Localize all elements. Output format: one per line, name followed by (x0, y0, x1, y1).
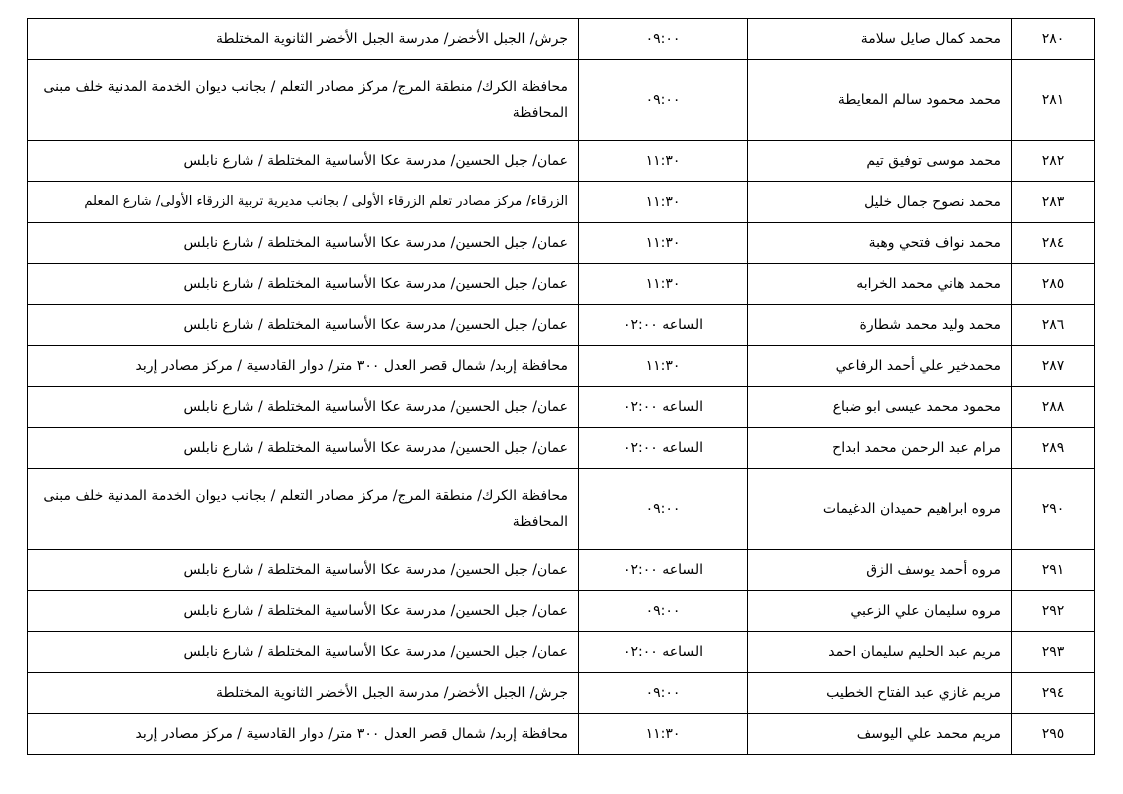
row-number: ٢٩٠ (1012, 469, 1095, 550)
exam-location: عمان/ جبل الحسين/ مدرسة عكا الأساسية المختلطة / شارع نابلس (28, 305, 579, 346)
table-row (28, 387, 1095, 428)
exam-time: ١١:٣٠ (579, 141, 748, 182)
exam-time: ١١:٣٠ (579, 182, 748, 223)
exam-location: الزرقاء/ مركز مصادر تعلم الزرقاء الأولى / بجانب مديرية تربية الزرقاء الأولى/ شارع المعلم (28, 182, 579, 223)
exam-time: ٠٩:٠٠ (579, 469, 748, 550)
exam-location: محافظة الكرك/ منطقة المرج/ مركز مصادر التعلم / بجانب ديوان الخدمة المدنية خلف مبنى المحافظة (28, 469, 579, 550)
row-number: ٢٩٤ (1012, 673, 1095, 714)
table-row (28, 714, 1095, 755)
exam-time: ١١:٣٠ (579, 714, 748, 755)
row-number: ٢٨٧ (1012, 346, 1095, 387)
exam-location: عمان/ جبل الحسين/ مدرسة عكا الأساسية المختلطة / شارع نابلس (28, 550, 579, 591)
exam-location: عمان/ جبل الحسين/ مدرسة عكا الأساسية المختلطة / شارع نابلس (28, 591, 579, 632)
exam-location: جرش/ الجبل الأخضر/ مدرسة الجبل الأخضر الثانوية المختلطة (28, 19, 579, 60)
exam-location: عمان/ جبل الحسين/ مدرسة عكا الأساسية المختلطة / شارع نابلس (28, 264, 579, 305)
exam-location: عمان/ جبل الحسين/ مدرسة عكا الأساسية المختلطة / شارع نابلس (28, 428, 579, 469)
row-number: ٢٨٠ (1012, 19, 1095, 60)
table-row (28, 182, 1095, 223)
exam-time: الساعه ٠٢:٠٠ (579, 387, 748, 428)
candidate-name: محمد محمود سالم المعايطة (748, 60, 1012, 141)
row-number: ٢٨٤ (1012, 223, 1095, 264)
table-row (28, 305, 1095, 346)
row-number: ٢٩٥ (1012, 714, 1095, 755)
table-row (28, 19, 1095, 60)
exam-location: عمان/ جبل الحسين/ مدرسة عكا الأساسية المختلطة / شارع نابلس (28, 141, 579, 182)
row-number: ٢٨٥ (1012, 264, 1095, 305)
exam-time: ١١:٣٠ (579, 264, 748, 305)
exam-location: عمان/ جبل الحسين/ مدرسة عكا الأساسية المختلطة / شارع نابلس (28, 387, 579, 428)
exam-time: ٠٩:٠٠ (579, 60, 748, 141)
candidate-name: مريم عبد الحليم سليمان احمد (748, 632, 1012, 673)
candidate-name: محمد وليد محمد شطارة (748, 305, 1012, 346)
row-number: ٢٩٢ (1012, 591, 1095, 632)
exam-time: ٠٩:٠٠ (579, 19, 748, 60)
schedule-table (27, 18, 1095, 755)
exam-location: محافظة إربد/ شمال قصر العدل ٣٠٠ متر/ دوار القادسية / مركز مصادر إربد (28, 714, 579, 755)
table-row (28, 591, 1095, 632)
candidate-name: محمد نصوح جمال خليل (748, 182, 1012, 223)
row-number: ٢٨٦ (1012, 305, 1095, 346)
candidate-name: محمد هاني محمد الخرابه (748, 264, 1012, 305)
candidate-name: مرام عبد الرحمن محمد ابداح (748, 428, 1012, 469)
candidate-name: مروه أحمد يوسف الزق (748, 550, 1012, 591)
exam-time: ٠٩:٠٠ (579, 673, 748, 714)
table-row (28, 141, 1095, 182)
row-number: ٢٨٩ (1012, 428, 1095, 469)
row-number: ٢٩١ (1012, 550, 1095, 591)
candidate-name: محمد نواف فتحي وهبة (748, 223, 1012, 264)
table-row (28, 673, 1095, 714)
exam-time: ١١:٣٠ (579, 223, 748, 264)
candidate-name: مريم غازي عبد الفتاح الخطيب (748, 673, 1012, 714)
candidate-name: محمد كمال صايل سلامة (748, 19, 1012, 60)
exam-location: محافظة الكرك/ منطقة المرج/ مركز مصادر التعلم / بجانب ديوان الخدمة المدنية خلف مبنى المحافظة (28, 60, 579, 141)
exam-location: محافظة إربد/ شمال قصر العدل ٣٠٠ متر/ دوار القادسية / مركز مصادر إربد (28, 346, 579, 387)
exam-time: الساعه ٠٢:٠٠ (579, 632, 748, 673)
table-row (28, 346, 1095, 387)
exam-time: الساعه ٠٢:٠٠ (579, 305, 748, 346)
exam-location: عمان/ جبل الحسين/ مدرسة عكا الأساسية المختلطة / شارع نابلس (28, 223, 579, 264)
table-row (28, 550, 1095, 591)
table-row (28, 60, 1095, 141)
table-row (28, 428, 1095, 469)
row-number: ٢٩٣ (1012, 632, 1095, 673)
candidate-name: مروه سليمان علي الزعبي (748, 591, 1012, 632)
exam-time: ٠٩:٠٠ (579, 591, 748, 632)
row-number: ٢٨١ (1012, 60, 1095, 141)
candidate-name: محمود محمد عيسى ابو ضباع (748, 387, 1012, 428)
row-number: ٢٨٢ (1012, 141, 1095, 182)
table-row (28, 632, 1095, 673)
exam-time: ١١:٣٠ (579, 346, 748, 387)
candidate-name: مروه ابراهيم حميدان الدغيمات (748, 469, 1012, 550)
exam-time: الساعه ٠٢:٠٠ (579, 550, 748, 591)
exam-time: الساعه ٠٢:٠٠ (579, 428, 748, 469)
candidate-name: محمد موسى توفيق تيم (748, 141, 1012, 182)
row-number: ٢٨٨ (1012, 387, 1095, 428)
exam-location: عمان/ جبل الحسين/ مدرسة عكا الأساسية المختلطة / شارع نابلس (28, 632, 579, 673)
table-row (28, 264, 1095, 305)
row-number: ٢٨٣ (1012, 182, 1095, 223)
candidate-name: مريم محمد علي اليوسف (748, 714, 1012, 755)
exam-location: جرش/ الجبل الأخضر/ مدرسة الجبل الأخضر الثانوية المختلطة (28, 673, 579, 714)
table-row (28, 223, 1095, 264)
table-row (28, 469, 1095, 550)
candidate-name: محمدخير علي أحمد الرفاعي (748, 346, 1012, 387)
